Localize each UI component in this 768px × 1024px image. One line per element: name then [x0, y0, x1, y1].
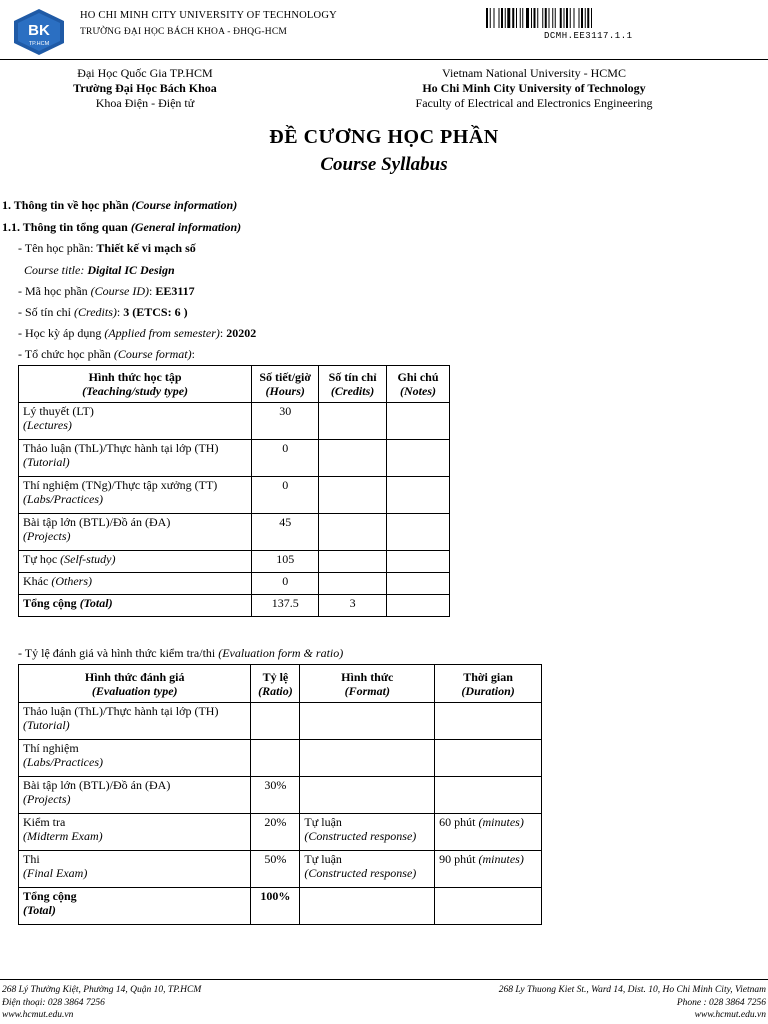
course-name-value: Thiết kế vi mạch số — [96, 241, 196, 255]
page-title: ĐỀ CƯƠNG HỌC PHẦN — [269, 126, 499, 148]
course-format-line — [18, 347, 195, 362]
footer-address-vn: 268 Lý Thường Kiệt, Phường 14, Quận 10, TP.HCM — [2, 985, 202, 995]
svg-text:BK: BK — [28, 22, 50, 39]
footer-address-en: 268 Ly Thuong Kiet St., Ward 14, Dist. 10, Ho Chi Minh City, Vietnam — [498, 985, 766, 995]
table-total-row — [19, 595, 450, 617]
table-row — [19, 440, 450, 477]
credits-value: 3 (ETCS: 6 ) — [123, 305, 188, 319]
table-row — [19, 814, 542, 851]
field-label-en: (Credits) — [74, 305, 117, 319]
field-label: - Tổ chức học phần — [18, 347, 114, 361]
table-row — [19, 777, 542, 814]
header-cell: Hình thức (Format) — [300, 665, 435, 703]
field-colon: : — [191, 347, 195, 361]
hours-cell: 105 — [252, 551, 319, 573]
section-label: 1. Thông tin về học phần — [2, 198, 132, 212]
credits-line — [18, 305, 188, 320]
type-cell: Thí nghiệm (TNg)/Thực tập xưởng (TT) (Labs/Practices) — [19, 477, 252, 514]
course-title-line — [24, 263, 175, 278]
section-label: 1.1. Thông tin tổng quan — [2, 220, 131, 234]
eval-type-cell: Thí nghiệm (Labs/Practices) — [19, 740, 251, 777]
format-cell: Tự luận (Constructed response) — [300, 851, 435, 888]
course-name-line — [18, 241, 196, 256]
eval-type-cell: Thi (Final Exam) — [19, 851, 251, 888]
header-cell: Hình thức học tập (Teaching/study type) — [19, 366, 252, 403]
university-name-vn: TRƯỜNG ĐẠI HỌC BÁCH KHOA - ĐHQG-HCM — [80, 27, 288, 37]
institution-line-3: Khoa Điện - Điện tử — [95, 96, 195, 110]
footer-left — [2, 984, 201, 1022]
page-subtitle: Course Syllabus — [320, 154, 448, 175]
table-row — [19, 403, 450, 440]
table-row — [19, 573, 450, 595]
table-header-row — [19, 366, 450, 403]
header-cell: Thời gian (Duration) — [435, 665, 542, 703]
header-cell: Tỷ lệ (Ratio) — [251, 665, 300, 703]
footer-phone-en: Phone : 028 3864 7256 — [676, 997, 766, 1008]
course-id-line — [18, 284, 195, 299]
duration-cell: 90 phút (minutes) — [435, 851, 542, 888]
footer-phone-vn: Điện thoại: 028 3864 7256 — [2, 997, 105, 1008]
header-cell: Số tiết/giờ (Hours) — [252, 366, 319, 403]
type-cell: Tổng cộng (Total) — [19, 595, 252, 617]
table-row — [19, 703, 542, 740]
table-row — [19, 851, 542, 888]
institution-line-2: Trường Đại Học Bách Khoa — [73, 81, 217, 95]
notes-cell — [387, 514, 450, 551]
format-cell: Tự luận (Constructed response) — [300, 814, 435, 851]
header-cell: Hình thức đánh giá (Evaluation type) — [19, 665, 251, 703]
university-logo — [12, 8, 66, 56]
field-colon: : — [116, 305, 124, 319]
field-label-en: (Applied from semester) — [104, 326, 220, 340]
table-header-row — [19, 665, 542, 703]
barcode — [486, 8, 636, 28]
table-row — [19, 740, 542, 777]
evaluation-line — [18, 646, 343, 661]
field-label: Course title: — [24, 263, 88, 277]
duration-cell — [435, 777, 542, 814]
ratio-cell — [251, 703, 300, 740]
ratio-cell: 100% — [251, 888, 300, 925]
credits-cell — [319, 403, 387, 440]
institution-line-1: Vietnam National University - HCMC — [442, 66, 626, 80]
hours-cell: 0 — [252, 440, 319, 477]
type-cell: Tự học (Self-study) — [19, 551, 252, 573]
type-cell: Bài tập lớn (BTL)/Đồ án (ĐA) (Projects) — [19, 514, 252, 551]
institution-line-2: Ho Chi Minh City University of Technology — [422, 81, 646, 95]
hours-cell: 137.5 — [252, 595, 319, 617]
institution-block-en — [384, 66, 684, 111]
notes-cell — [387, 595, 450, 617]
hours-cell: 30 — [252, 403, 319, 440]
duration-cell — [435, 703, 542, 740]
table-row — [19, 551, 450, 573]
header-divider — [0, 59, 768, 60]
notes-cell — [387, 403, 450, 440]
field-label: - Tỷ lệ đánh giá và hình thức kiểm tra/thi — [18, 646, 219, 660]
section-1-heading — [2, 198, 237, 213]
duration-cell — [435, 888, 542, 925]
notes-cell — [387, 440, 450, 477]
institution-line-1: Đại Học Quốc Gia TP.HCM — [77, 66, 213, 80]
table-total-row — [19, 888, 542, 925]
header-cell: Ghi chú (Notes) — [387, 366, 450, 403]
field-label-en: (Course format) — [113, 347, 192, 361]
field-label: - Học kỳ áp dụng — [18, 326, 105, 340]
notes-cell — [387, 551, 450, 573]
footer-right — [499, 984, 766, 1022]
table-row — [19, 477, 450, 514]
format-cell — [300, 703, 435, 740]
hours-cell: 45 — [252, 514, 319, 551]
credits-cell — [319, 477, 387, 514]
ratio-cell: 30% — [251, 777, 300, 814]
table-row — [19, 514, 450, 551]
field-label: - Số tín chỉ — [18, 305, 74, 319]
field-colon: : — [148, 284, 156, 298]
institution-block-vn — [0, 66, 290, 111]
notes-cell — [387, 477, 450, 514]
ratio-cell: 20% — [251, 814, 300, 851]
semester-value: 20202 — [226, 326, 257, 340]
credits-cell: 3 — [319, 595, 387, 617]
evaluation-table — [18, 664, 542, 925]
eval-type-cell: Tổng cộng (Total) — [19, 888, 251, 925]
hours-cell: 0 — [252, 477, 319, 514]
eval-type-cell: Bài tập lớn (BTL)/Đồ án (ĐA) (Projects) — [19, 777, 251, 814]
credits-cell — [319, 551, 387, 573]
credits-cell — [319, 573, 387, 595]
course-title-value: Digital IC Design — [87, 263, 175, 277]
field-label: - Tên học phần: — [18, 241, 97, 255]
ratio-cell: 50% — [251, 851, 300, 888]
field-label-en: (Course ID) — [90, 284, 149, 298]
footer-website-link[interactable]: www.hcmut.edu.vn — [694, 1010, 766, 1020]
section-label-en: (Course information) — [131, 198, 238, 212]
course-format-table — [18, 365, 450, 617]
semester-line — [18, 326, 256, 341]
type-cell: Thảo luận (ThL)/Thực hành tại lớp (TH) (Tutorial) — [19, 440, 252, 477]
course-id-value: EE3117 — [155, 284, 195, 298]
field-label-en: (Evaluation form & ratio) — [218, 646, 344, 660]
document-code: DCMH.EE3117.1.1 — [544, 31, 633, 41]
eval-type-cell: Kiểm tra (Midterm Exam) — [19, 814, 251, 851]
institution-line-3: Faculty of Electrical and Electronics Engineering — [415, 96, 653, 110]
duration-cell — [435, 740, 542, 777]
footer-website-link[interactable]: www.hcmut.edu.vn — [2, 1010, 74, 1020]
format-cell — [300, 777, 435, 814]
format-cell — [300, 740, 435, 777]
duration-cell: 60 phút (minutes) — [435, 814, 542, 851]
header-cell: Số tín chỉ (Credits) — [319, 366, 387, 403]
format-cell — [300, 888, 435, 925]
hours-cell: 0 — [252, 573, 319, 595]
field-label: - Mã học phần — [18, 284, 91, 298]
credits-cell — [319, 514, 387, 551]
ratio-cell — [251, 740, 300, 777]
eval-type-cell: Thảo luận (ThL)/Thực hành tại lớp (TH) (Tutorial) — [19, 703, 251, 740]
university-name-en: HO CHI MINH CITY UNIVERSITY OF TECHNOLOGY — [80, 10, 337, 21]
field-colon: : — [219, 326, 227, 340]
footer-divider — [0, 979, 768, 980]
section-label-en: (General information) — [130, 220, 242, 234]
credits-cell — [319, 440, 387, 477]
svg-text:TP.HCM: TP.HCM — [28, 41, 50, 47]
type-cell: Lý thuyết (LT) (Lectures) — [19, 403, 252, 440]
section-1-1-heading — [2, 220, 241, 235]
type-cell: Khác (Others) — [19, 573, 252, 595]
notes-cell — [387, 573, 450, 595]
